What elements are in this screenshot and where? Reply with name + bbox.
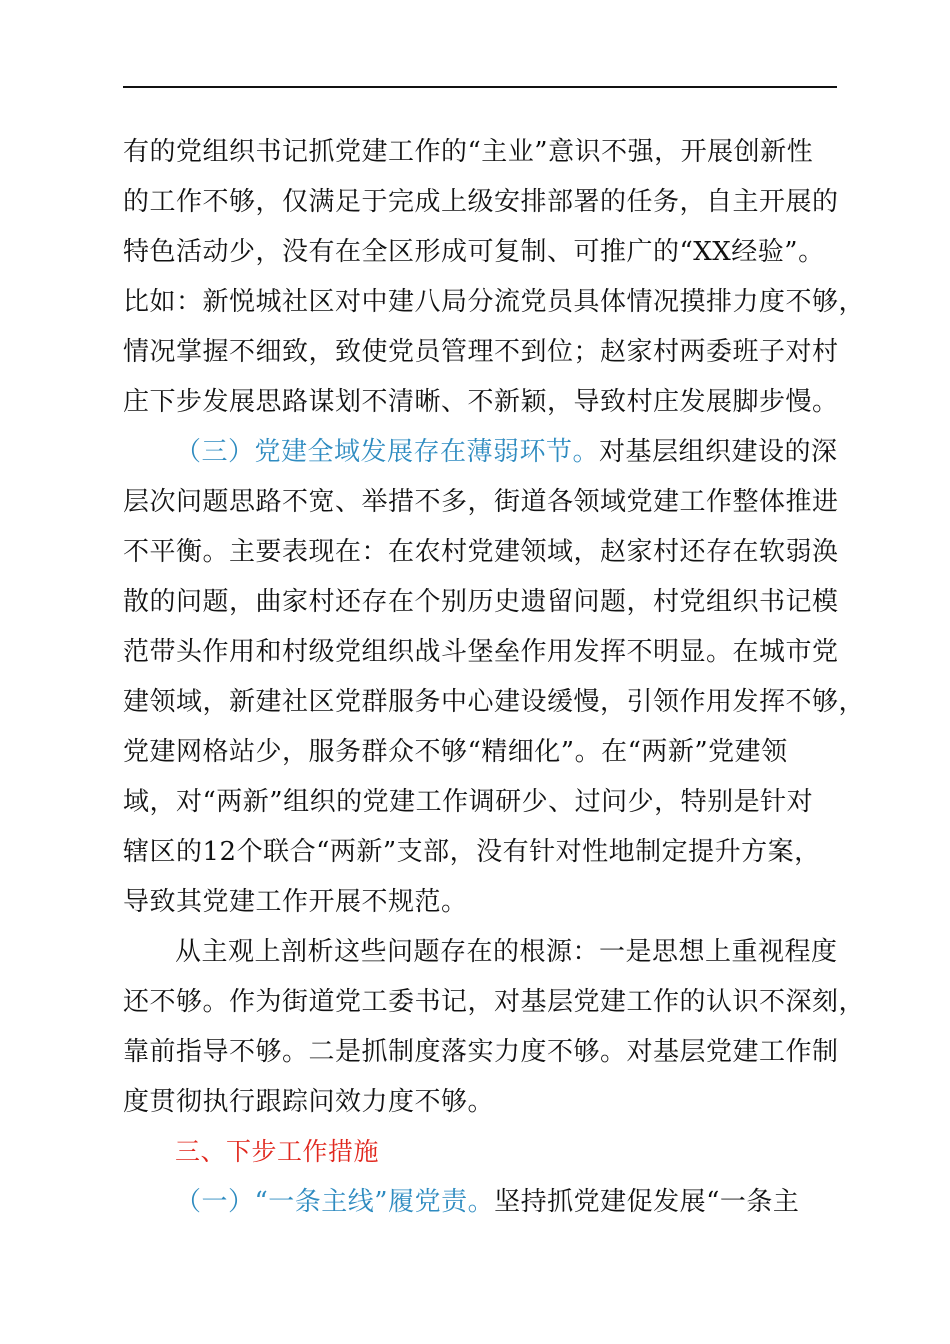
text-line: 特色活动少，没有在全区形成可复制、可推广的“XX经验”。 — [123, 237, 825, 267]
text-line: 比如：新悦城社区对中建八局分流党员具体情况摸排力度不够， — [123, 287, 866, 317]
subsection-heading-1: （一）“一条主线”履党责。 — [175, 1187, 495, 1217]
text-line: 辖区的12个联合“两新”支部，没有针对性地制定提升方案， — [123, 837, 821, 867]
text-line: 建领域，新建社区党群服务中心建设缓慢，引领作用发挥不够， — [123, 687, 866, 717]
paragraph-first-line: 从主观上剖析这些问题存在的根源：一是思想上重视程度 — [175, 937, 838, 967]
text-line: 有的党组织书记抓党建工作的“主业”意识不强，开展创新性 — [123, 137, 814, 167]
text-line: 散的问题，曲家村还存在个别历史遗留问题，村党组织书记模 — [123, 587, 839, 617]
section-heading-3: 三、下步工作措施 — [175, 1137, 380, 1166]
document-body — [123, 127, 866, 1227]
subsection-heading-3: （三）党建全域发展存在薄弱环节。 — [175, 437, 600, 467]
header-rule — [123, 86, 837, 88]
text-line: 不平衡。主要表现在：在农村党建领域，赵家村还存在软弱涣 — [123, 537, 839, 567]
paragraph-first-line — [123, 1177, 853, 1227]
text-line: 的工作不够，仅满足于完成上级安排部署的任务，自主开展的 — [123, 187, 839, 217]
text-run: 对基层组织建设的深 — [599, 437, 838, 467]
paragraph-4 — [123, 1177, 853, 1227]
text-run: 坚持抓党建促发展“一条主 — [494, 1187, 800, 1217]
text-line: 域，对“两新”组织的党建工作调研少、过问少，特别是针对 — [123, 787, 814, 817]
text-line: 导致其党建工作开展不规范。 — [123, 887, 468, 917]
text-line: 情况掌握不细致，致使党员管理不到位；赵家村两委班子对村 — [123, 337, 839, 367]
text-line: 还不够。作为街道党工委书记，对基层党建工作的认识不深刻， — [123, 987, 866, 1017]
text-line: 庄下步发展思路谋划不清晰、不新颖，导致村庄发展脚步慢。 — [123, 387, 839, 417]
paragraph-1 — [123, 127, 866, 427]
paragraph-2 — [123, 427, 866, 927]
paragraph-3 — [123, 927, 866, 1127]
text-line: 靠前指导不够。二是抓制度落实力度不够。对基层党建工作制 — [123, 1037, 839, 1067]
paragraph-first-line — [123, 427, 853, 477]
text-line: 党建网格站少，服务群众不够“精细化”。在“两新”党建领 — [123, 737, 788, 767]
text-line: 层次问题思路不宽、举措不多，街道各领域党建工作整体推进 — [123, 487, 839, 517]
text-line: 度贯彻执行跟踪问效力度不够。 — [123, 1087, 495, 1117]
text-line: 范带头作用和村级党组织战斗堡垒作用发挥不明显。在城市党 — [123, 637, 839, 667]
